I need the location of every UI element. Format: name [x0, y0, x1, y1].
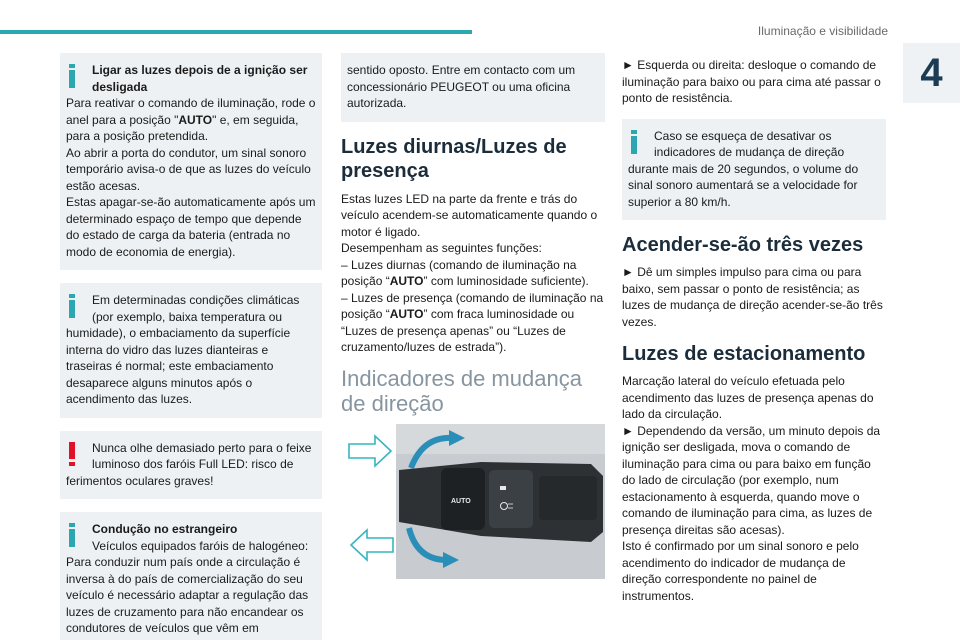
- drl-paragraph-1: Estas luzes LED na parte da frente e trás do veículo acendem-se automaticamente quando o motor é ligado.: [341, 191, 598, 239]
- drl-paragraph-2: Desempenham as seguintes funções:: [341, 241, 542, 255]
- heading-daytime-lights: Luzes diurnas/Luzes de presença: [341, 135, 567, 182]
- info-box-driving-abroad: [60, 512, 322, 640]
- lever-auto-label: AUTO: [451, 497, 471, 505]
- box-title: Condução no estrangeiro: [92, 522, 238, 536]
- header-accent-bar: [0, 30, 472, 34]
- heading-three-flashes: Acender-se-ão três vezes: [622, 234, 864, 256]
- column-right: [622, 53, 886, 604]
- warning-box-full-led: [60, 431, 322, 500]
- column-left: [60, 53, 322, 640]
- box-body-2: Ao abrir a porta do condutor, um sinal sonoro temporário avisa-o de que as luzes do veículo estão acesas.: [66, 145, 311, 193]
- info-box-continued: [341, 53, 605, 122]
- box-title-cont: desligada: [92, 79, 148, 94]
- box-lead: Em determinadas condições climáticas (por exemplo, baixa temperatura ou: [92, 293, 300, 324]
- drl-list-item-1: – Luzes diurnas (comando de iluminação na posição “AUTO” com luminosidade suficiente).: [341, 257, 589, 288]
- heading-turn-indicators: Indicadores de mudança de direção: [341, 365, 582, 416]
- warning-icon: [68, 442, 76, 466]
- box-body: humidade), o embaciamento da superfície interna do vidro das luzes dianteiras e traseiras é normal; este embaciamento desaparece alguns minutos após o acendimento das luzes.: [66, 326, 291, 406]
- parking-paragraph-3: Isto é confirmado por um sinal sonoro e pelo acendimento do indicador de mudança de direção correspondente no painel de instrumentos.: [622, 539, 859, 603]
- box-lead: Nunca olhe demasiado perto para o feixe luminoso dos faróis Full LED: risco de: [92, 440, 312, 471]
- column-middle: [341, 53, 605, 579]
- info-box-indicator-reminder: [622, 119, 886, 221]
- drl-list-item-2: – Luzes de presença (comando de iluminação na posição “AUTO” com fraca luminosidade ou “Luzes de presença apenas” ou “Luzes de cruzamento/luzes de estrada”).: [341, 290, 604, 354]
- box-body: ferimentos oculares graves!: [66, 473, 214, 488]
- info-icon: [68, 523, 76, 547]
- info-box-lights-after-ignition: [60, 53, 322, 270]
- box-body: durante mais de 20 segundos, o volume do sinal sonoro aumentará se a velocidade for superior a 80 km/h.: [628, 161, 859, 209]
- chapter-badge: 4: [903, 43, 960, 103]
- arrow-left-icon: [351, 530, 393, 560]
- arrow-right-icon: [349, 436, 391, 466]
- box-body: Para reativar o comando de iluminação, rode o anel para a posição "AUTO" e, em seguida, para a posição pretendida.: [66, 96, 316, 143]
- box-title: Ligar as luzes depois de a ignição ser: [92, 63, 308, 77]
- info-box-condensation: [60, 283, 322, 418]
- box-body: sentido oposto. Entre em contacto com um concessionário PEUGEOT ou uma oficina autorizada.: [347, 63, 576, 110]
- lever-illustration: [341, 424, 605, 579]
- parking-paragraph-1: Marcação lateral do veículo efetuada pelo acendimento das luzes de presença apenas do lado da circulação.: [622, 374, 874, 421]
- section-title: Iluminação e visibilidade: [757, 24, 888, 38]
- heading-parking-lights: Luzes de estacionamento: [622, 343, 866, 365]
- box-body-3: Estas apagar-se-ão automaticamente após um determinado espaço de tempo que depende do estado de carga da bateria (entrada no modo de economia de energia).: [66, 195, 316, 259]
- box-lead: Veículos equipados faróis de halogéneo:: [92, 538, 309, 553]
- parking-paragraph-2: ► Dependendo da versão, um minuto depois da ignição ser desligada, mova o comando de iluminação para cima ou para baixo em função do lado de circulação (por exemplo, num estacionamento à esquerda, quando move o comando de iluminação para cima, as luzes de presença direitas são acesas).: [622, 423, 881, 537]
- three-flashes-paragraph: ► Dê um simples impulso para cima ou para baixo, sem passar o ponto de resistência; as luzes de mudança de direção acender-se-ão três vezes.: [622, 265, 883, 329]
- info-icon: [630, 130, 638, 154]
- box-lead: Caso se esqueça de desativar os indicadores de mudança de direção: [654, 128, 845, 159]
- box-body: Para conduzir num país onde a circulação é inversa à do país de comercialização do seu veículo é necessário adaptar a regulação das luzes de cruzamento para não encandear os condutores de veículos que vêm em: [66, 555, 309, 635]
- info-icon: [68, 64, 76, 88]
- indicator-instruction: ► Esquerda ou direita: desloque o comando de iluminação para baixo ou para cima até passar o ponto de resistência.: [622, 58, 881, 105]
- info-icon: [68, 294, 76, 318]
